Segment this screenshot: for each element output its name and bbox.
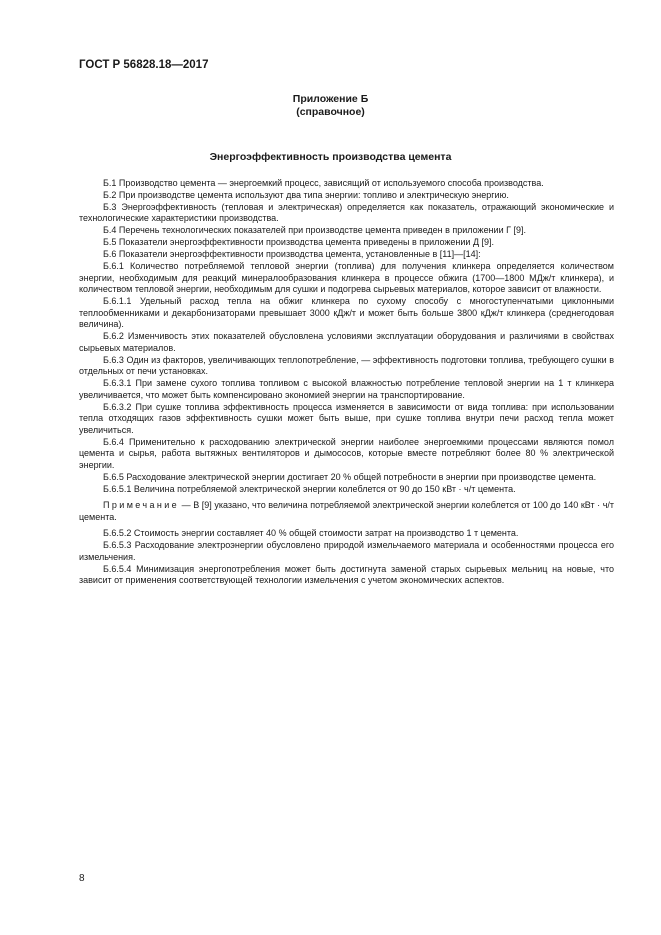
- appendix-subtitle: (справочное): [296, 106, 365, 118]
- paragraph: Б.4 Перечень технологических показателей при производстве цемента приведен в приложении Г [9].: [103, 225, 526, 236]
- paragraph: Б.6.2 Изменчивость этих показателей обусловлена условиями эксплуатации оборудования и различиями в свойствах сырьевых материалов.: [79, 331, 614, 353]
- document-header: ГОСТ Р 56828.18—2017: [79, 59, 209, 71]
- paragraph: Б.2 При производстве цемента используют два типа энергии: топливо и электрическую энергию.: [103, 189, 509, 200]
- paragraph: Б.6.4 Применительно к расходованию электрической энергии наиболее энергоемкими процессами являются помол цемента и сырья, работа вытяжных вентиляторов и дымососов, которые вместе потребляют более 80 % электрической энергии.: [79, 436, 614, 470]
- document-body: [79, 178, 614, 587]
- section-title: Энергоэффективность производства цемента: [209, 151, 452, 163]
- paragraph: Б.1 Производство цемента — энергоемкий процесс, зависящий от используемого способа производства.: [103, 178, 544, 188]
- paragraph: Б.6.5.1 Величина потребляемой электрической энергии колеблется от 90 до 150 кВт · ч/т цемента.: [103, 483, 516, 494]
- paragraph: Б.6.1.1 Удельный расход тепла на обжиг клинкера по сухому способу с многоступенчатыми циклонными теплообменниками и декарбонизаторами превышает 3000 кДж/т и может быть больше 3800 кДж/т клинкера (среднегодовая величина).: [79, 296, 614, 330]
- paragraph: Б.6 Показатели энергоэффективности производства цемента, установленные в [11]—[14]:: [103, 249, 481, 260]
- appendix-heading: [0, 93, 661, 119]
- paragraph: Б.6.1 Количество потребляемой тепловой энергии (топлива) для получения клинкера определяется количеством энергии, необходимым для реакций минералообразования клинкера в процессе обжига (1700—1800 МДж/т клинкера), и количеством тепловой энергии, необходимым для сушки и подогрева сырьевых материалов, которое зависит от влажности.: [79, 260, 614, 295]
- note: [79, 500, 614, 523]
- paragraph: Б.6.3 Один из факторов, увеличивающих теплопотребление, — эффективность подготовки топлива, требующего сушки в отдельных от печи установках.: [79, 354, 614, 377]
- appendix-title: Приложение Б: [292, 93, 369, 105]
- paragraph: Б.6.5.3 Расходование электроэнергии обусловлено природой измельчаемого материала и особенностями процесса его измельчения.: [79, 540, 614, 562]
- page-number: 8: [79, 873, 85, 884]
- note-label: Примечание: [103, 500, 180, 511]
- paragraph: Б.6.5 Расходование электрической энергии достигает 20 % общей потребности в энергии при производстве цемента.: [103, 471, 597, 482]
- paragraph: Б.6.5.2 Стоимость энергии составляет 40 % общей стоимости затрат на производство 1 т цемента.: [103, 528, 519, 539]
- paragraph: Б.3 Энергоэффективность (тепловая и электрическая) определяется как показатель, отражающий экономические и технологические характеристики производства.: [79, 201, 614, 224]
- paragraph: Б.6.5.4 Минимизация энергопотребления может быть достигнута заменой старых сырьевых мельниц на новые, что зависит от применения соответствующей технологии измельчения с учетом экономических аспектов.: [79, 563, 614, 586]
- note-text: — В [9] указано, что величина потребляемой электрической энергии колеблется от 100 до 140 кВт · ч/т цемента.: [79, 500, 614, 522]
- paragraph: Б.6.3.1 При замене сухого топлива топливом с высокой влажностью потребление тепловой энергии на 1 т клинкера увеличивается, что может быть компенсировано экономией энергии на транспортирование.: [79, 378, 614, 400]
- paragraph: Б.6.3.2 При сушке топлива эффективность процесса изменяется в зависимости от вида топлива: при использовании тепла отходящих газов эффективность сушки может быть выше, при сушке топлива внутри печи расход тепла может увеличиться.: [79, 401, 614, 435]
- paragraph: Б.5 Показатели энергоэффективности производства цемента приведены в приложении Д [9].: [103, 237, 495, 248]
